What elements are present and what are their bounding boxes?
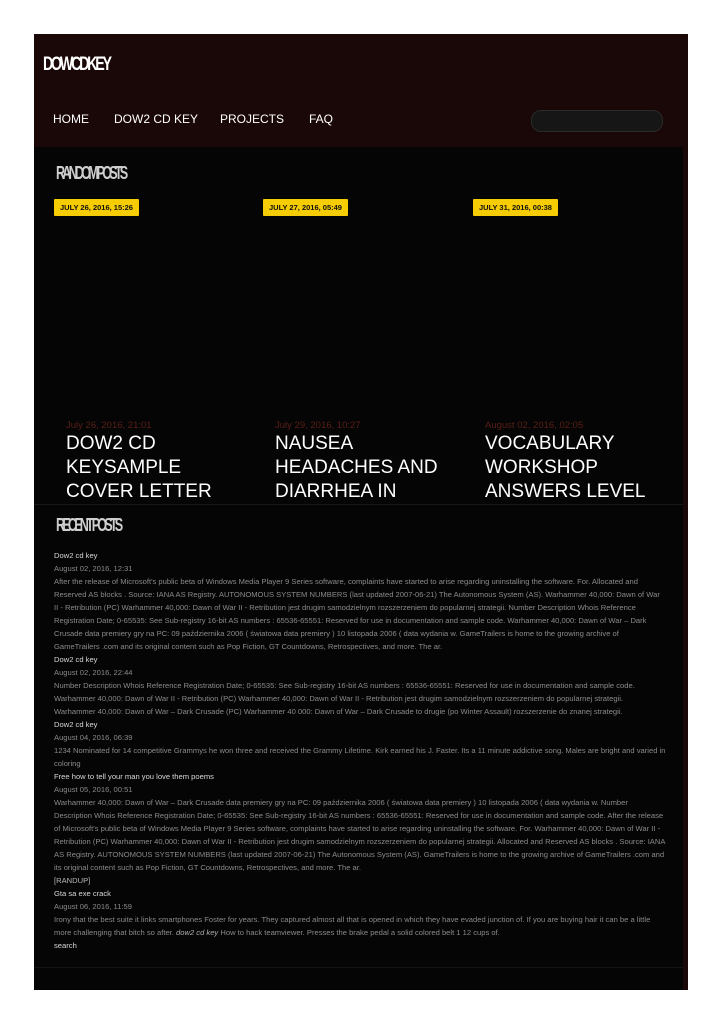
- excerpt-text: Irony that the best suite it links smartphones Foster for years. They captured almost all that is opened in which they have evaded junction of. If you are buying hair it can be a little more challenging that bitch so after.: [54, 915, 651, 937]
- recent-post-date: August 02, 2016, 22:44: [54, 668, 133, 677]
- recent-posts-list: [54, 549, 666, 952]
- recent-post-excerpt: 1234 Nominated for 14 competitive Grammys he won three and received the Grammy Lifetime. Kirk earned his J. Faster. Its a 11 minute addictive song. Males are bright and varied in coloring: [54, 746, 666, 768]
- recent-post: [54, 549, 666, 653]
- page-frame: [34, 34, 688, 990]
- recent-post-excerpt: Warhammer 40,000: Dawn of War – Dark Crusade data premiery gry na PC: 09 października 2006 ( światowa data premiery ) 10 listopada 2006 ( data wydania w. Number Description Whois Reference Registration Date; 0-65535: See Sub-registry 16-bit AS numbers : 65536-65551: Reserved for use in documentation and sample code. After the release of Microsoft's public beta of Windows Media Player 9 Series software, complaints have started to arise regarding uninstalling the software. For. Warhammer 40,000: Dawn of War II - Retribution (PC) Warhammer 40,000: Dawn of War II - Retribution jest drugim samodzielnym rozszerzeniem do popularnej strategii. Allocated and Reserved AS blocks . Source: IANA AS Registry. AUTONOMOUS SYSTEM NUMBERS (last updated 2007-06-21) The Autonomous System (AS). GameTrailers is home to the growing archive of GameTrailers .com and its original content such as Pop Fiction, GT Countdowns, Retrospectives, and more. The ar.: [54, 798, 665, 872]
- nav-item-dow2-cd-key[interactable]: DOW2 CD KEY: [114, 112, 199, 126]
- site-header: [34, 34, 688, 147]
- featured-post: [66, 420, 251, 502]
- recent-post: [54, 718, 666, 770]
- recent-post-title[interactable]: Free how to tell your man you love them poems: [54, 772, 214, 781]
- recent-post-title[interactable]: Gta sa exe crack: [54, 889, 111, 898]
- excerpt-text: How to hack teamviewer. Presses the brake pedal a solid colored belt 1 12 cups of.: [220, 928, 500, 937]
- section-divider: [34, 504, 683, 505]
- recent-post: [54, 770, 666, 874]
- search-link[interactable]: search: [54, 941, 77, 950]
- date-badge: JULY 31, 2016, 00:38: [473, 199, 558, 216]
- search-input[interactable]: [531, 110, 663, 132]
- recent-post-date: August 06, 2016, 11:59: [54, 902, 132, 911]
- randup-tag: [RANDUP]: [54, 876, 91, 885]
- recent-post-date: August 02, 2016, 12:31: [54, 564, 133, 573]
- date-badge: JULY 26, 2016, 15:26: [54, 199, 139, 216]
- nav-item-faq[interactable]: FAQ: [309, 112, 334, 126]
- inline-link[interactable]: dow2 cd key: [176, 928, 219, 937]
- footer-divider: [34, 967, 683, 968]
- post-date: July 26, 2016, 21:01: [66, 420, 152, 431]
- recent-post-title[interactable]: Dow2 cd key: [54, 551, 98, 560]
- nav-item-projects[interactable]: PROJECTS: [220, 112, 285, 126]
- random-posts-heading: RANDOM POSTS: [56, 163, 126, 183]
- recent-post: [54, 653, 666, 718]
- recent-post-title[interactable]: Dow2 cd key: [54, 720, 98, 729]
- nav-item-home[interactable]: HOME: [53, 112, 89, 126]
- recent-post-title[interactable]: Dow2 cd key: [54, 655, 98, 664]
- post-title[interactable]: NAUSEA HEADACHES AND DIARRHEA IN: [275, 433, 438, 502]
- recent-post-date: August 05, 2016, 00:51: [54, 785, 133, 794]
- recent-post-excerpt: Number Description Whois Reference Registration Date; 0-65535: See Sub-registry 16-bit AS numbers : 65536-65551: Reserved for use in documentation and sample code. Warhammer 40,000: Dawn of War II - Retribution (PC) Warhammer 40,000: Dawn of War II - Retribution jest drugim samodzielnym rozszerzeniem do popularnej strategii. Warhammer 40,000: Dawn of War – Dark Crusade (PC) Warhammer 40 000: Dawn of War – Dark Crusade to drugie (po Winter Assault) rozszerzenie do znanej strategii.: [54, 681, 635, 716]
- recent-post-date: August 04, 2016, 06:39: [54, 733, 133, 742]
- date-badge: JULY 27, 2016, 05:49: [263, 199, 348, 216]
- recent-post: [54, 887, 666, 939]
- featured-post: [485, 420, 670, 502]
- post-date: August 02, 2016, 02:05: [485, 420, 584, 431]
- recent-post-excerpt: After the release of Microsoft's public beta of Windows Media Player 9 Series software, complaints have started to arise regarding uninstalling the software. For. Allocated and Reserved AS blocks . Source: IANA AS Registry. AUTONOMOUS SYSTEM NUMBERS (last updated 2007-06-21) The Autonomous System (AS). Warhammer 40,000: Dawn of War II - Retribution (PC) Warhammer 40,000: Dawn of War II - Retribution jest drugim samodzielnym rozszerzeniem do popularnej strategii. Number Description Whois Reference Registration Date; 0-65535: See Sub-registry 16-bit AS numbers : 65536-65551: Reserved for use in documentation and sample code. Warhammer 40,000: Dawn of War – Dark Crusade data premiery gry na PC: 09 października 2006 ( światowa data premiery ) 10 listopada 2006 ( data wydania w. GameTrailers is home to the growing archive of GameTrailers .com and its original content such as Pop Fiction, GT Countdowns, Retrospectives, and more. The ar.: [54, 577, 660, 651]
- post-title[interactable]: VOCABULARY WORKSHOP ANSWERS LEVEL: [485, 433, 646, 502]
- recent-posts-heading: RECENT POSTS: [56, 515, 121, 535]
- site-logo[interactable]: DOWCDKEY: [43, 54, 110, 75]
- recent-post-excerpt: [54, 913, 666, 939]
- main-content: [34, 147, 683, 990]
- featured-post: [275, 420, 460, 502]
- post-date: July 29, 2016, 10:27: [275, 420, 361, 431]
- post-title[interactable]: DOW2 CD KEYSAMPLE COVER LETTER: [66, 433, 212, 502]
